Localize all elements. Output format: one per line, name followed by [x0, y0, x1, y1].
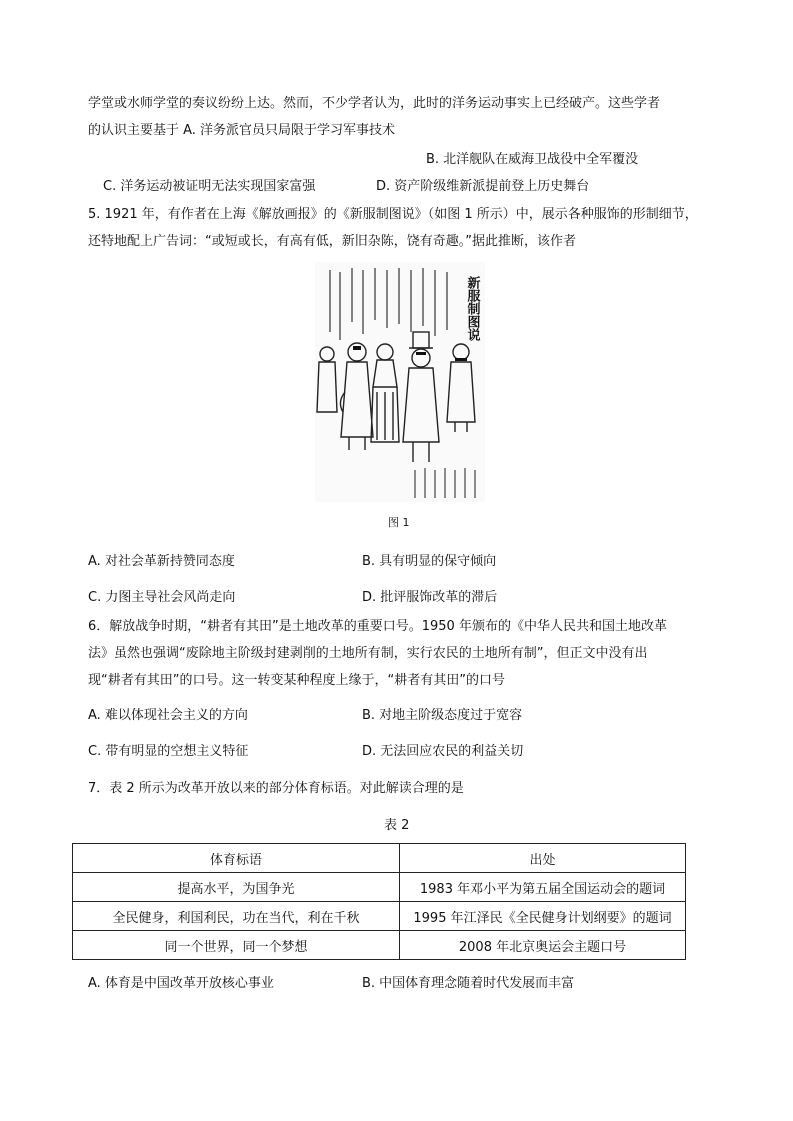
q5-option-c: C. 力图主导社会风尚走向	[88, 590, 236, 605]
q7-stem-line1: 7．表 2 所示为改革开放以来的部分体育标语。对此解读合理的是	[88, 781, 464, 796]
q5-option-a: A. 对社会革新持赞同态度	[88, 554, 235, 569]
figure-title: 新服制图说	[464, 276, 480, 341]
q4-option-d: D. 资产阶级维新派提前登上历史舞台	[376, 179, 590, 194]
q6-option-a: A. 难以体现社会主义的方向	[88, 708, 248, 723]
table-cell: 提高水平，为国争光	[73, 873, 400, 902]
table-header-row	[73, 844, 686, 873]
q6-option-c: C. 带有明显的空想主义特征	[88, 744, 249, 759]
q4-option-c: C. 洋务运动被证明无法实现国家富强	[103, 179, 316, 194]
q6-stem-line1: 6．解放战争时期，“耕者有其田”是土地改革的重要口号。1950 年颁布的《中华人民共和国土地改革	[88, 619, 667, 634]
figure-1-caption: 图 1	[388, 516, 410, 529]
table-2	[72, 843, 686, 960]
q4-option-b: B. 北洋舰队在威海卫战役中全军覆没	[426, 152, 639, 167]
q7-option-b: B. 中国体育理念随着时代发展而丰富	[362, 976, 575, 991]
q4-stem-line1: 学堂或水师学堂的奏议纷纷上达。然而，不少学者认为，此时的洋务运动事实上已经破产。这些学者	[88, 96, 661, 111]
q7-option-a: A. 体育是中国改革开放核心事业	[88, 976, 274, 991]
table-row	[73, 873, 686, 902]
q6-stem-line2: 法》虽然也强调“废除地主阶级封建剥削的土地所有制，实行农民的土地所有制”，但正文中没有出	[88, 646, 648, 661]
table-cell: 全民健身，利国利民，功在当代，利在千秋	[73, 902, 400, 931]
q5-stem-line2: 还特地配上广告词：“或短或长，有高有低，新旧杂陈，饶有奇趣。”据此推断，该作者	[88, 234, 576, 249]
q6-option-b: B. 对地主阶级态度过于宽容	[362, 708, 523, 723]
q6-stem-line3: 现“耕者有其田”的口号。这一转变某种程度上缘于，“耕者有其田”的口号	[88, 673, 505, 688]
table-header-cell: 出处	[400, 844, 686, 873]
table-row	[73, 902, 686, 931]
table-2-title: 表 2	[384, 818, 410, 833]
table-row	[73, 931, 686, 960]
q6-option-d: D. 无法回应农民的利益关切	[362, 744, 524, 759]
table-cell: 同一个世界，同一个梦想	[73, 931, 400, 960]
table-cell: 2008 年北京奥运会主题口号	[400, 931, 686, 960]
q5-stem-line1: 5. 1921 年，有作者在上海《解放画报》的《新服制图说》（如图 1 所示）中，展示各种服饰的形制细节，	[88, 207, 698, 222]
table-cell: 1995 年江泽民《全民健身计划纲要》的题词	[400, 902, 686, 931]
q4-stem-line2: 的认识主要基于 A. 洋务派官员只局限于学习军事技术	[88, 123, 396, 138]
table-header-cell: 体育标语	[73, 844, 400, 873]
q5-option-d: D. 批评服饰改革的滞后	[362, 590, 498, 605]
figure-1-cartoon	[315, 262, 485, 502]
q5-option-b: B. 具有明显的保守倾向	[362, 554, 497, 569]
table-cell: 1983 年邓小平为第五届全国运动会的题词	[400, 873, 686, 902]
